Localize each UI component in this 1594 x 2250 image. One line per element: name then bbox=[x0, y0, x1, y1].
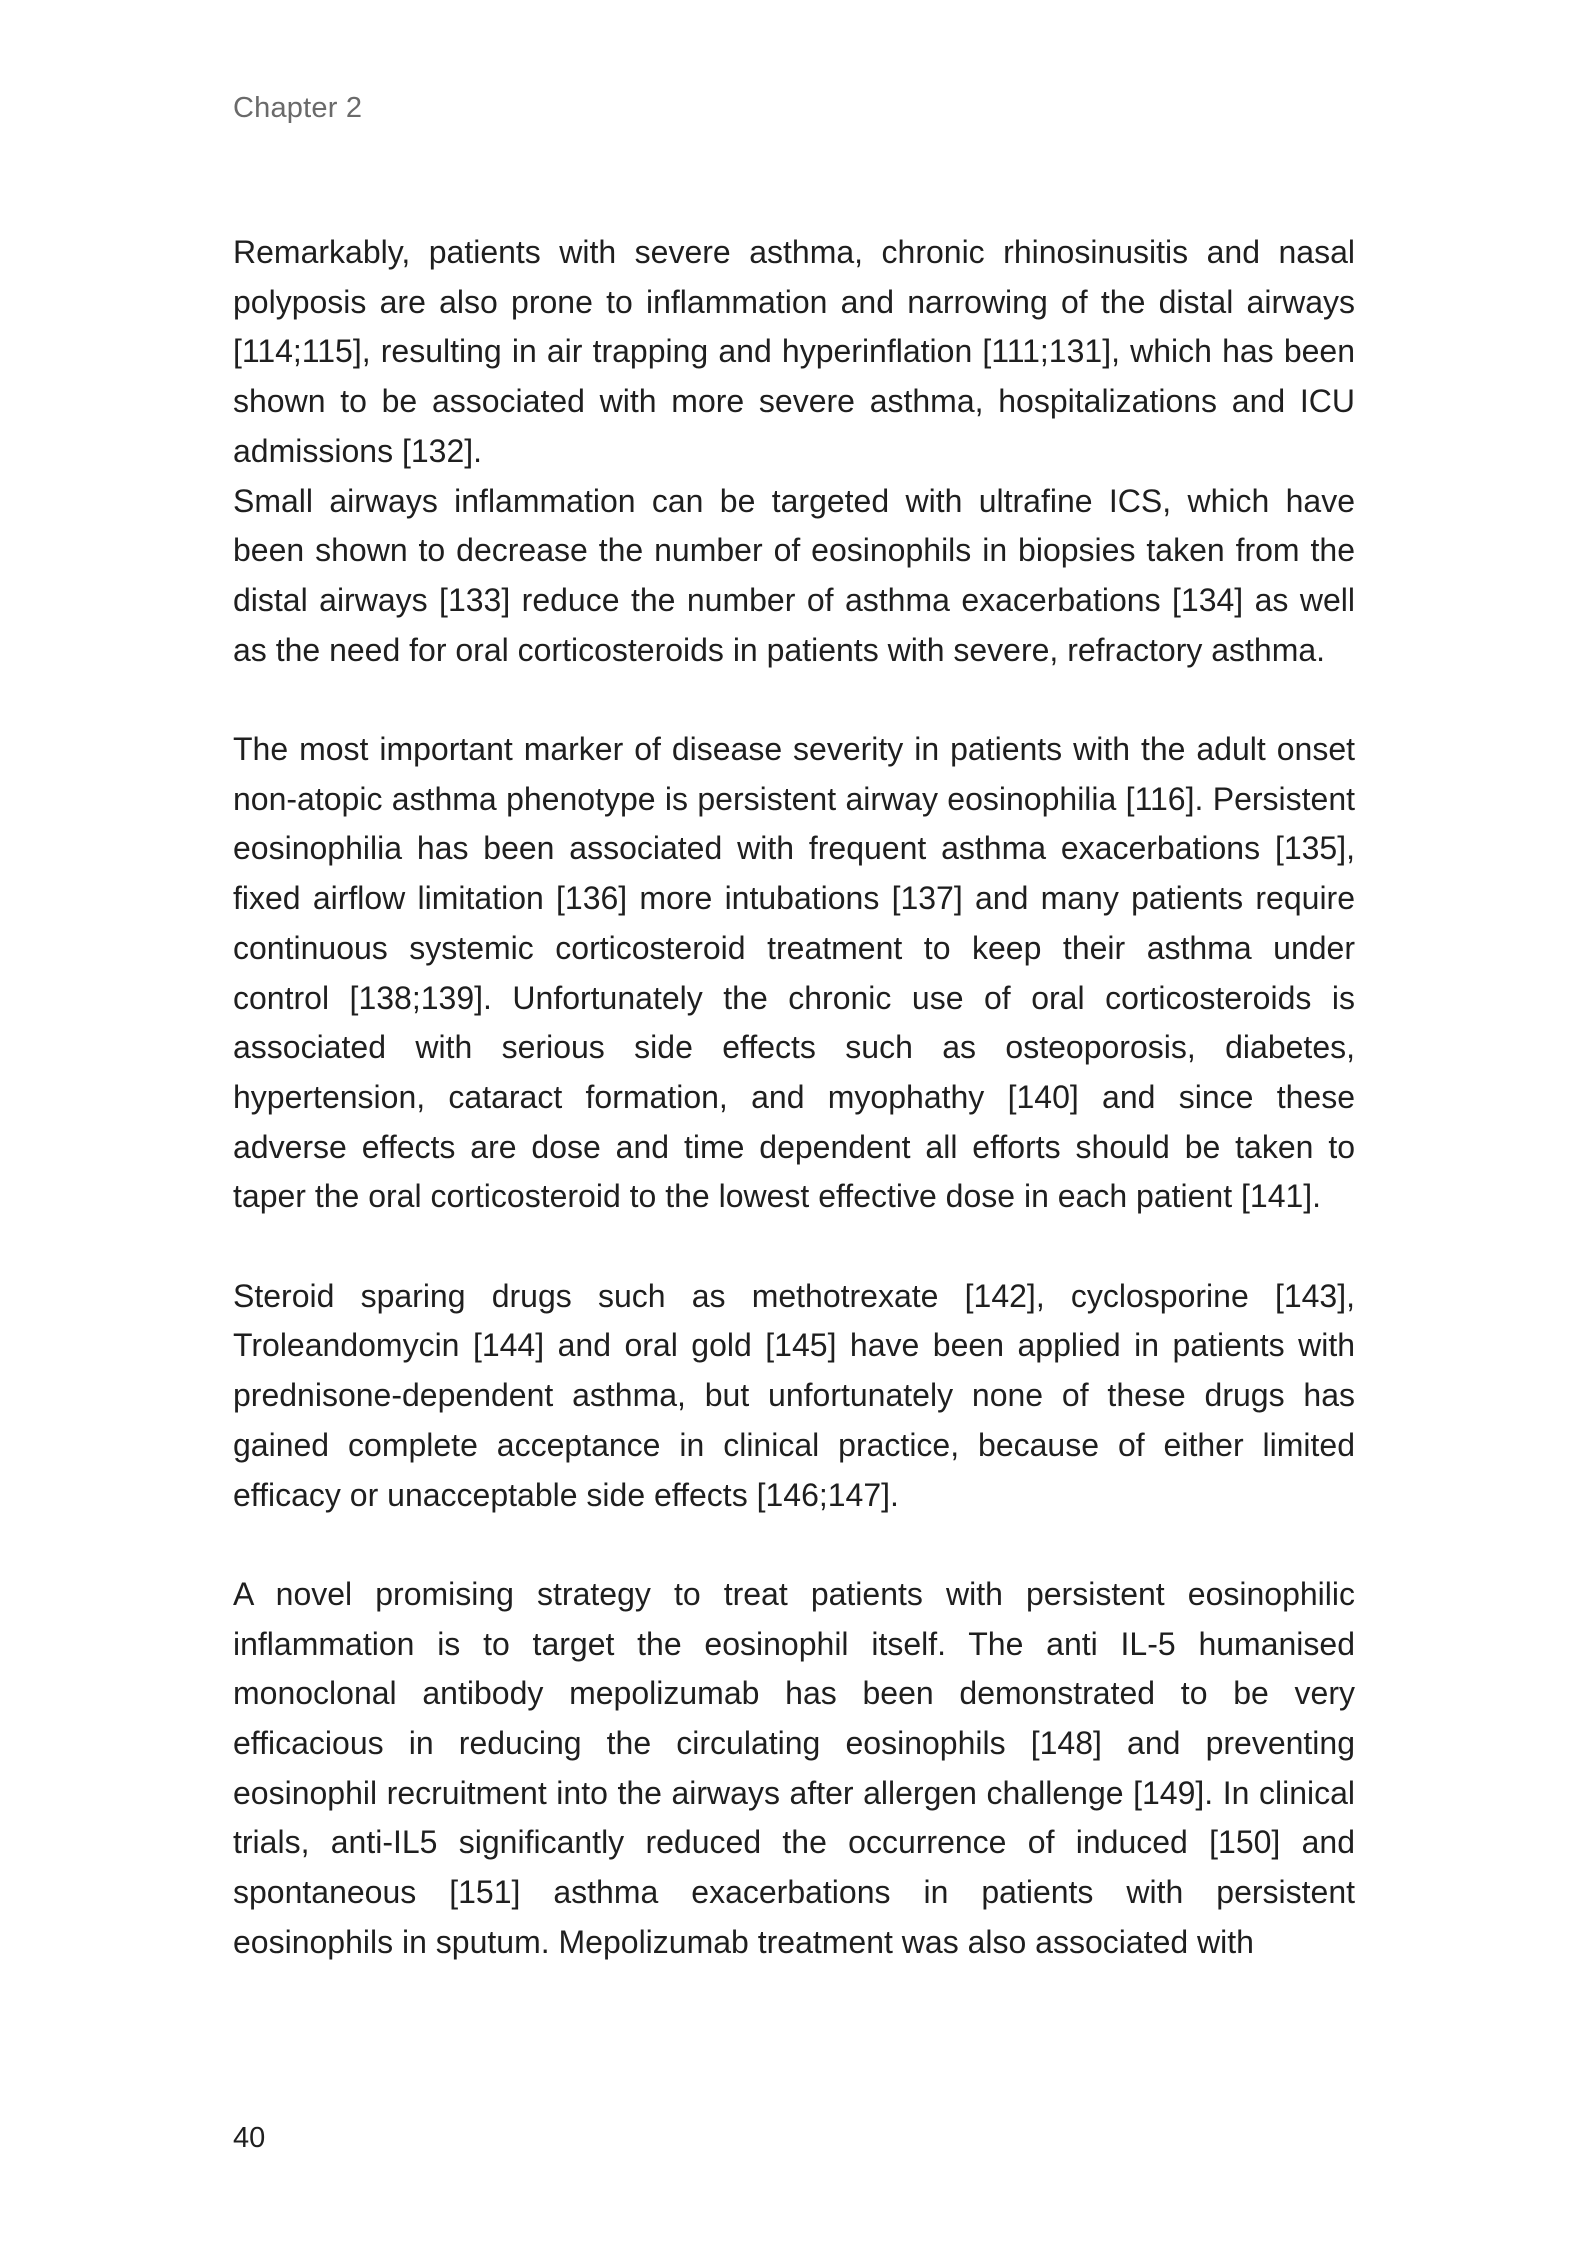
paragraph-anti-il5: A novel promising strategy to treat patients with persistent eosinophilic inflammation is to target the eosinophil itself. The anti IL-5 humanised monoclonal antibody mepolizumab has been demonstrated to be very efficacious in reducing the circulating eosinophils [148] and preventing eosinophil recruitment into the airways after allergen challenge [149]. In clinical trials, anti-IL5 significantly reduced the occurrence of induced [150] and spontaneous [151] asthma exacerbations in patients with persistent eosinophils in sputum. Mepolizumab treatment was also associated with bbox=[233, 1575, 1355, 1960]
paragraph-steroid-sparing: Steroid sparing drugs such as methotrexate [142], cyclosporine [143], Troleandomycin [144] and oral gold [145] have been applied in patients with prednisone-dependent asthma, but unfortunately none of these drugs has gained complete acceptance in clinical practice, because of either limited efficacy or unacceptable side effects [146;147]. bbox=[233, 1277, 1355, 1513]
running-head: Chapter 2 bbox=[233, 92, 363, 124]
paragraph-ultrafine-ics: Small airways inflammation can be targeted with ultrafine ICS, which have been shown to decrease the number of eosinophils in biopsies taken from the distal airways [133] reduce the number of asthma exacerbations [134] as well as the need for oral corticosteroids in patients with severe, refractory asthma. bbox=[233, 482, 1355, 668]
page-number: 40 bbox=[233, 2122, 266, 2154]
body-text bbox=[233, 228, 1355, 1968]
paragraph-small-airways: Remarkably, patients with severe asthma, chronic rhinosinusitis and nasal polyposis are also prone to inflammation and narrowing of the distal airways [114;115], resulting in air trapping and hyperinflation [111;131], which has been shown to be associated with more severe asthma, hospitalizations and ICU admissions [132]. bbox=[233, 234, 1355, 469]
paragraph-eosinophilia: The most important marker of disease severity in patients with the adult onset non-atopic asthma phenotype is persistent airway eosinophilia [116]. Persistent eosinophilia has been associated with frequent asthma exacerbations [135], fixed airflow limitation [136] more intubations [137] and many patients require continuous systemic corticosteroid treatment to keep their asthma under control [138;139]. Unfortunately the chronic use of oral corticosteroids is associated with serious side effects such as osteoporosis, diabetes, hypertension, cataract formation, and myophathy [140] and since these adverse effects are dose and time dependent all efforts should be taken to taper the oral corticosteroid to the lowest effective dose in each patient [141]. bbox=[233, 731, 1355, 1215]
